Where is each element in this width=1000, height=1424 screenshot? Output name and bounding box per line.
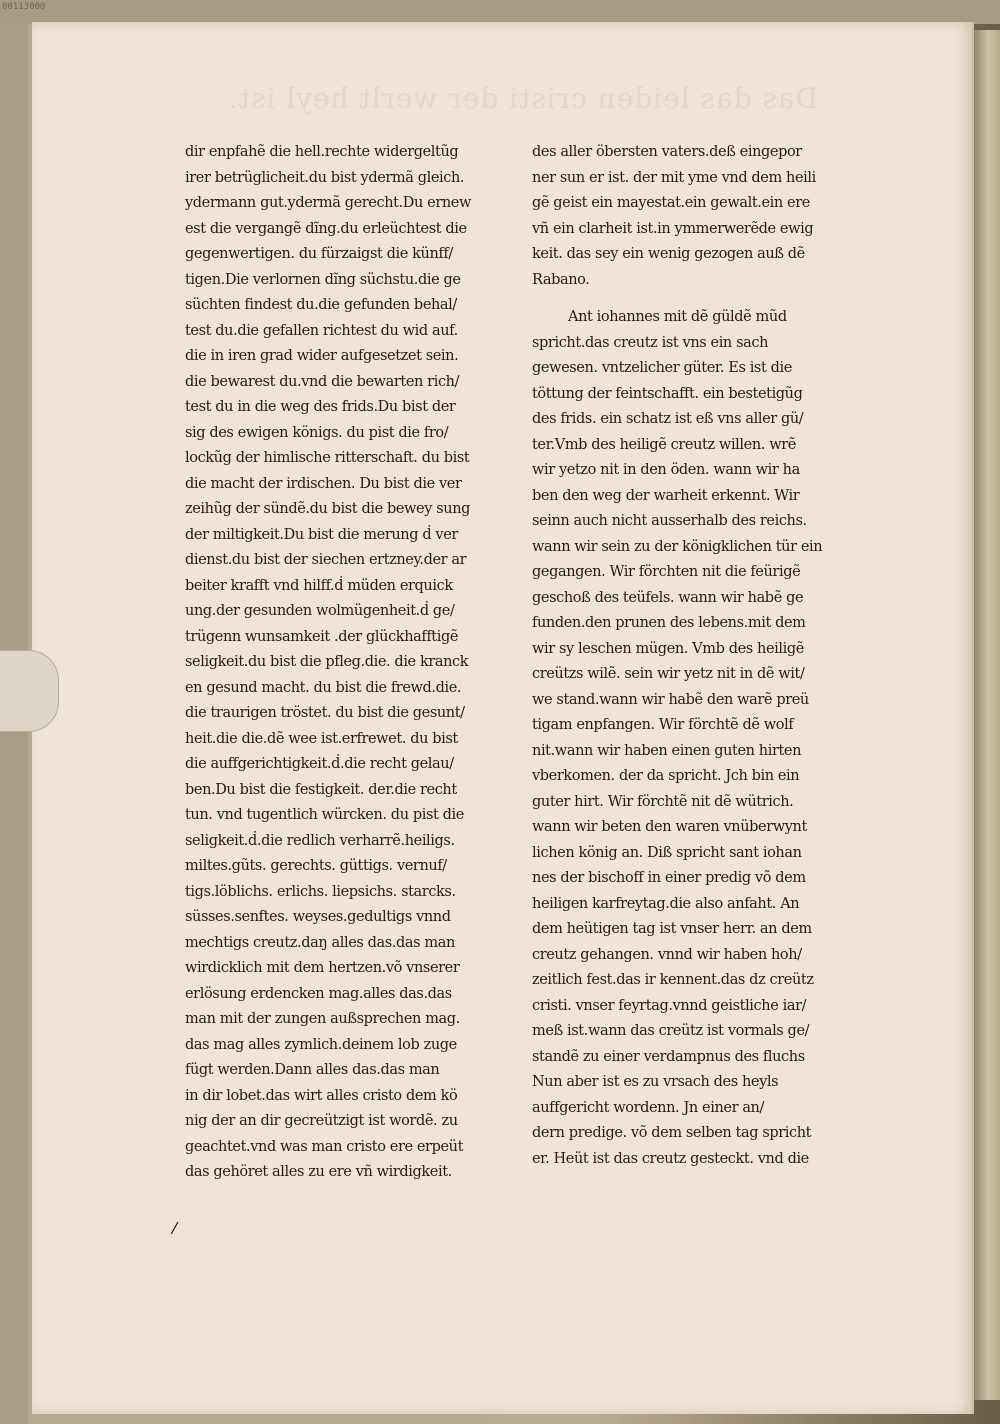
text-line: we stand.wann wir habẽ den warẽ preü [532,691,809,708]
text-line: funden.den prunen des lebens.mit dem [532,615,806,631]
text-line: dir enpfahẽ die hell.rechte widergeltũg [185,144,459,160]
text-line: lichen könig an. Diß spricht sant iohan [532,844,802,861]
text-line: vñ ein clarheit ist.in ymmerwerẽde ewig [532,220,814,237]
text-line: seinn auch nicht ausserhalb des reichs. [532,513,807,529]
text-line: seligkeit.ḋ.die redlich verharrẽ.heiligs. [185,832,455,849]
text-line: wann wir beten den waren vnüberwynt [532,819,807,835]
text-line: standẽ zu einer verdampnus des fluchs [532,1048,805,1065]
right-paragraph-2 [532,305,884,1172]
text-line: heiligen karfreytag.die also anfaht. An [532,895,800,912]
text-line: süchten findest du.die gefunden behal/ [185,297,457,313]
text-line: gegangen. Wir förchten nit die feürigẽ [532,564,801,580]
text-line: die bewarest du.vnd die bewarten rich/ [185,373,460,390]
stray-ink-mark: / [170,1217,180,1238]
text-line: wir sy leschen mügen. Vmb des heiligẽ [532,640,804,657]
text-line: ydermann gut.ydermã gerecht.Du ernew [185,195,472,211]
text-line: der miltigkeit.Du bist die merung ḋ ver [185,526,458,543]
text-line: des aller öbersten vaters.deß eingepor [532,144,802,160]
text-line: miltes.gũts. gerechts. güttigs. vernuf/ [185,858,447,874]
text-line: creützs wilẽ. sein wir yetz nit in dẽ wit/ [532,666,805,682]
text-line: in dir lobet.das wirt alles cristo dem kö [185,1087,458,1104]
text-line: die macht der irdischen. Du bist die ver [185,475,462,492]
text-line: meß ist.wann das creütz ist vormals ge/ [532,1023,810,1039]
text-line: ben.Du bist die festigkeit. der.die recht [185,781,457,798]
text-line: tigs.löblichs. erlichs. liepsichs. starcks. [185,883,456,900]
text-line: erlösung erdencken mag.alles das.das [185,985,452,1002]
text-line: lockũg der himlische ritterschaft. du bist [185,450,470,466]
text-line: nig der an dir gecreützigt ist wordẽ. zu [185,1113,458,1129]
text-line: töttung der feintschafft. ein bestetigũg [532,385,803,402]
text-line: dienst.du bist der siechen ertzney.der ar [185,552,467,568]
text-line: er. Heüt ist das creutz gesteckt. vnd die [532,1150,809,1167]
text-line: Ant iohannes mit dẽ güldẽ mũd [568,309,787,325]
text-line: die in iren grad wider aufgesetzet sein. [185,348,459,364]
text-line: süsses.senftes. weyses.gedultigs vnnd [185,909,451,925]
text-line: man mit der zungen außsprechen mag. [185,1011,460,1027]
text-line: cristi. vnser feyrtag.vnnd geistliche iar/ [532,997,807,1014]
text-line: tigen.Die verlornen dĩng süchstu.die ge [185,271,461,288]
text-line: trügenn wunsamkeit .der glückhafftigẽ [185,628,459,645]
text-line: des frids. ein schatz ist eß vns aller gü/ [532,411,804,427]
text-line: tigam enpfangen. Wir förchtẽ dẽ wolf [532,717,794,733]
text-line: vberkomen. der da spricht. Jch bin ein [532,768,800,784]
text-line: das gehöret alles zu ere vñ wirdigkeit. [185,1164,452,1180]
text-line: guter hirt. Wir förchtẽ nit dẽ wütrich. [532,793,794,810]
text-line: dem heütigen tag ist vnser herr. an dem [532,921,812,937]
paragraph-gap [532,293,884,305]
text-line: test du in die weg des frids.Du bist der [185,399,456,415]
text-line: nes der bischoff in einer predig võ dem [532,870,806,886]
text-line: heit.die die.dẽ wee ist.erfrewet. du bist [185,730,458,747]
text-line: ben den weg der warheit erkennt. Wir [532,487,800,504]
text-line: wir yetzo nit in den öden. wann wir ha [532,462,800,478]
text-line: das mag alles zymlich.deinem lob zuge [185,1036,457,1053]
text-line: geschoß des teüfels. wann wir habẽ ge [532,589,804,606]
text-line: dern predige. võ dem selben tag spricht [532,1125,812,1141]
text-line: test du.die gefallen richtest du wid auf. [185,322,458,339]
text-line: fügt werden.Dann alles das.das man [185,1062,440,1078]
left-text-column [185,140,540,1186]
text-line: wirdicklich mit dem hertzen.võ vnserer [185,960,460,976]
text-line: die traurigen tröstet. du bist die gesunt/ [185,705,465,721]
text-line: gẽ geist ein mayestat.ein gewalt.ein ere [532,195,810,211]
text-line: creutz gehangen. vnnd wir haben hoh/ [532,946,802,963]
text-line: nit.wann wir haben einen guten hirten [532,742,802,759]
text-line: wann wir sein zu der königklichen tür ein [532,538,823,555]
text-line: gewesen. vntzelicher güter. Es ist die [532,360,792,376]
text-line: ter.Vmb des heiligẽ creutz willen. wrẽ [532,436,796,453]
text-line: irer betrüglicheit.du bist ydermã gleich. [185,169,465,186]
text-line: ung.der gesunden wolmügenheit.ḋ ge/ [185,603,455,619]
right-text-column [532,140,884,1172]
text-line: tun. vnd tugentlich würcken. du pist die [185,807,464,823]
text-line: auffgericht wordenn. Jn einer an/ [532,1099,764,1116]
right-paragraph-1 [532,140,884,293]
text-line: beiter krafft vnd hilff.ḋ müden erquick [185,577,453,594]
text-line: ner sun er ist. der mit yme vnd dem heili [532,169,816,186]
page-clip-tab [0,650,59,732]
text-line: seligkeit.du bist die pfleg.die. die kranck [185,654,469,670]
scanner-top-strip [0,0,1000,24]
text-line: gegenwertigen. du fürzaigst die künff/ [185,246,453,262]
bleed-through-heading: Das das leiden cristi der werlt heyl ist. [227,82,818,115]
text-line: en gesund macht. du bist die frewd.die. [185,679,462,696]
text-line: spricht.das creutz ist vns ein sach [532,334,769,351]
text-line: est die vergangẽ dĩng.du erleüchtest die [185,220,467,237]
control-label: 00113000 [2,2,46,12]
text-line: Nun aber ist es zu vrsach des heyls [532,1074,779,1090]
text-line: mechtigs creutz.daŋ alles das.das man [185,934,455,951]
text-line: geachtet.vnd was man cristo ere erpeüt [185,1138,464,1155]
text-line: Rabano. [532,271,590,288]
text-line: zeihũg der sündẽ.du bist die bewey sung [185,501,471,517]
text-line: keit. das sey ein wenig gezogen auß dẽ [532,246,805,262]
text-line: zeitlich fest.das ir kennent.das dz creütz [532,972,814,988]
text-line: sig des ewigen königs. du pist die fro/ [185,424,449,441]
text-line: die auffgerichtigkeit.ḋ.die recht gelau/ [185,756,454,772]
